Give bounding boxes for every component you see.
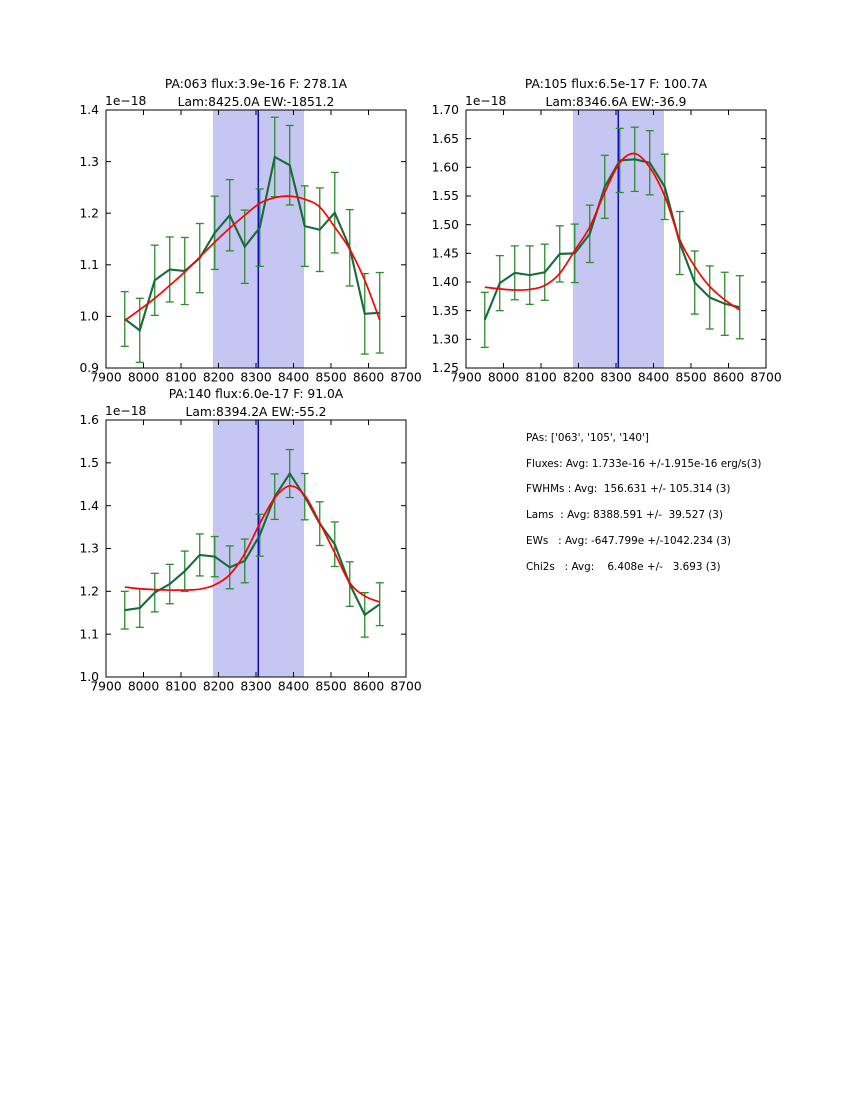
y-tick-label: 0.9 (79, 361, 99, 376)
summary-panel (526, 426, 761, 580)
chart-pa063 (79, 77, 421, 385)
y-tick-label: 1.0 (79, 309, 99, 324)
chart-title-line2: Lam:8394.2A EW:-55.2 (185, 405, 327, 419)
summary-line-chi2s: Chi2s : Avg: 6.408e +/- 3.693 (3) (526, 560, 721, 573)
y-tick-label: 1.2 (79, 584, 99, 599)
y-tick-label: 1.1 (79, 627, 99, 642)
x-tick-label: 8600 (712, 370, 745, 385)
x-tick-label: 7900 (90, 679, 122, 694)
x-tick-label: 8300 (240, 679, 272, 694)
x-tick-label: 8000 (127, 679, 160, 694)
chart-pa140 (79, 387, 421, 694)
x-tick-label: 8500 (675, 370, 707, 385)
y-tick-label: 1.4 (79, 498, 99, 513)
y-tick-label: 1.65 (431, 131, 459, 146)
y-tick-label: 1.6 (79, 413, 99, 428)
y-tick-label: 1.5 (79, 456, 99, 471)
y-tick-label: 1.30 (431, 332, 459, 347)
x-tick-label: 8200 (202, 679, 235, 694)
chart-pa105 (432, 77, 782, 385)
x-tick-label: 7900 (450, 370, 482, 385)
summary-line-lams: Lams : Avg: 8388.591 +/- 39.527 (3) (526, 509, 723, 522)
x-tick-label: 8400 (277, 370, 310, 385)
summary-line-fwhms: FWHMs : Avg: 156.631 +/- 105.314 (3) (526, 483, 731, 496)
y-tick-label: 1.3 (79, 154, 99, 169)
y-axis-offset-label: 1e−18 (105, 94, 147, 108)
y-tick-label: 1.40 (431, 275, 459, 290)
y-tick-label: 1.1 (79, 258, 99, 272)
y-tick-label: 1.70 (431, 103, 459, 118)
y-tick-label: 1.45 (431, 246, 459, 261)
x-tick-label: 8100 (165, 370, 197, 385)
x-tick-label: 8300 (600, 370, 632, 385)
y-axis-offset-label: 1e−18 (465, 94, 507, 108)
x-tick-label: 8100 (525, 370, 557, 385)
y-tick-label: 1.2 (79, 206, 99, 221)
chart-title-line1: PA:105 flux:6.5e-17 F: 100.7A (524, 77, 708, 91)
y-tick-label: 1.50 (431, 217, 459, 232)
x-tick-label: 7900 (90, 370, 122, 385)
y-axis-offset-label: 1e−18 (105, 404, 147, 418)
x-tick-label: 8100 (165, 679, 197, 694)
x-tick-label: 8000 (127, 370, 160, 385)
x-tick-label: 8300 (240, 370, 272, 385)
summary-line-ews: EWs : Avg: -647.799e +/-1042.234 (3) (526, 534, 731, 547)
x-tick-label: 8200 (562, 370, 595, 385)
x-tick-label: 8700 (390, 370, 422, 385)
chart-title-line1: PA:140 flux:6.0e-17 F: 91.0A (168, 387, 344, 401)
x-tick-label: 8200 (202, 370, 235, 385)
y-tick-label: 1.35 (431, 303, 459, 318)
chart-title-line2: Lam:8346.6A EW:-36.9 (545, 95, 687, 109)
y-tick-label: 1.25 (431, 361, 459, 376)
x-tick-label: 8400 (277, 679, 310, 694)
chart-title-line1: PA:063 flux:3.9e-16 F: 278.1A (164, 77, 348, 91)
summary-line-pas: PAs: ['063', '105', '140'] (526, 432, 649, 444)
chart-title-line2: Lam:8425.0A EW:-1851.2 (177, 95, 335, 109)
x-tick-label: 8400 (637, 370, 670, 385)
x-tick-label: 8500 (315, 679, 347, 694)
x-tick-label: 8700 (390, 679, 422, 694)
y-tick-label: 1.55 (431, 189, 459, 204)
y-tick-label: 1.0 (79, 670, 99, 685)
summary-line-fluxes: Fluxes: Avg: 1.733e-16 +/-1.915e-16 erg/s(3) (526, 457, 762, 470)
y-tick-label: 1.4 (79, 103, 99, 118)
x-tick-label: 8500 (315, 370, 347, 385)
x-tick-label: 8600 (352, 370, 385, 385)
x-tick-label: 8600 (352, 679, 385, 694)
x-tick-label: 8000 (487, 370, 520, 385)
y-tick-label: 1.60 (431, 160, 459, 175)
y-tick-label: 1.3 (79, 541, 99, 556)
x-tick-label: 8700 (750, 370, 782, 385)
